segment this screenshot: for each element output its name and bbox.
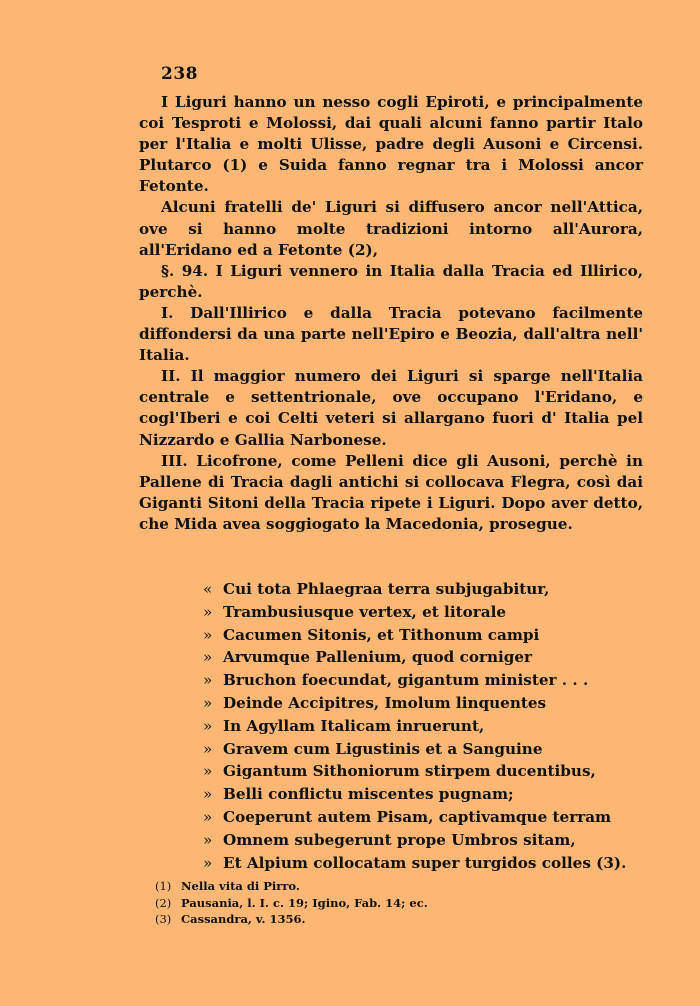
verse-text: Arvumque Pallenium, quod corniger <box>223 648 533 667</box>
quote-mark: « <box>203 580 213 598</box>
verse-text: Trambusiusque vertex, et litorale <box>223 602 507 621</box>
verse-text: In Agyllam Italicam inruerunt, <box>223 716 485 735</box>
verse-line <box>203 715 643 738</box>
verse-text: Belli conflictu miscentes pugnam; <box>223 785 514 804</box>
verse-text: Gravem cum Ligustinis et a Sanguine <box>223 739 543 758</box>
verse-line <box>203 852 643 875</box>
verse-text: Omnem subegerunt prope Umbros sitam, <box>223 830 576 849</box>
quote-mark: » <box>203 785 213 804</box>
quote-mark: » <box>203 648 213 667</box>
paragraph: §. 94. I Liguri vennero in Italia dalla Tracia ed Illirico, perchè. <box>139 261 643 301</box>
verse-line <box>203 601 643 624</box>
verse-line <box>203 624 643 647</box>
footnote-number: (1) <box>155 879 172 893</box>
footnote-text: Nella vita di Pirro. <box>181 879 300 893</box>
verse-line <box>203 669 643 692</box>
footnote <box>155 878 575 895</box>
quote-mark: » <box>203 762 213 781</box>
verse-line <box>203 646 643 669</box>
verse-text: Cacumen Sitonis, et Tithonum campi <box>223 625 540 644</box>
main-text <box>139 92 643 535</box>
verse-line <box>203 829 643 852</box>
footnote <box>155 911 575 928</box>
quote-mark: » <box>203 739 213 758</box>
verse-text: Coeperunt autem Pisam, captivamque terram <box>223 807 612 826</box>
verse-text: Bruchon foecundat, gigantum minister . . . <box>223 671 589 690</box>
quote-mark: » <box>203 807 213 826</box>
page-number: 238 <box>161 64 198 84</box>
verse-line <box>203 760 643 783</box>
footnote-text: Cassandra, v. 1356. <box>181 912 306 926</box>
quote-mark: » <box>203 830 213 849</box>
latin-verse-quotation <box>203 578 643 874</box>
paragraph: I. Dall'Illirico e dalla Tracia potevano facilmente diffondersi da una parte nell'Epiro e Beozia, dall'altra nell' Italia. <box>139 303 643 365</box>
verse-line <box>203 692 643 715</box>
quote-mark: » <box>203 716 213 735</box>
quote-mark: » <box>203 693 213 712</box>
quote-mark: » <box>203 853 213 872</box>
verse-line <box>203 806 643 829</box>
paragraph: Alcuni fratelli de' Liguri si diffusero ancor nell'Attica, ove si hanno molte tradizioni intorno all'Aurora, all'Eridano ed a Fetonte (2), <box>139 198 643 259</box>
quote-mark: » <box>203 625 213 644</box>
footnote-number: (3) <box>155 912 172 926</box>
footnote-number: (2) <box>155 895 172 910</box>
paragraph: III. Licofrone, come Pelleni dice gli Ausoni, perchè in Pallene di Tracia dagli antichi si collocava Flegra, così dai Giganti Sitoni della Tracia ripete i Liguri. Dopo aver detto, che Mida avea soggiogato la Macedonia, prosegue. <box>139 451 643 533</box>
quote-mark: » <box>203 671 213 690</box>
verse-text: Gigantum Sithoniorum stirpem ducentibus, <box>223 762 596 781</box>
quote-mark: » <box>203 602 213 621</box>
verse-line <box>203 783 643 806</box>
verse-text: Cui tota Phlaegraa terra subjugabitur, <box>223 580 550 598</box>
verse-text: Deinde Accipitres, Imolum linquentes <box>223 693 547 712</box>
footnote <box>155 895 575 912</box>
paragraph: I Liguri hanno un nesso cogli Epiroti, e principalmente coi Tesproti e Molossi, dai quali alcuni fanno partir Italo per l'Italia e molti Ulisse, padre degli Ausoni e Circensi. Plutarco (1) e Suida fanno regnar tra i Molossi ancor Fetonte. <box>139 93 643 196</box>
verse-text: Et Alpium collocatam super turgidos colles (3). <box>223 853 627 872</box>
footnote-text: Pausania, l. I. c. 19; Igino, Fab. 14; ec. <box>181 895 428 910</box>
paragraph: II. Il maggior numero dei Liguri si sparge nell'Italia centrale e settentrionale, ove occupano l'Eridano, e cogl'Iberi e coi Celti veteri si allargano fuori d' Italia pel Nizzardo e Gallia Narbonese. <box>139 367 643 449</box>
verse-line <box>203 578 643 601</box>
verse-line <box>203 738 643 761</box>
footnotes <box>155 878 575 928</box>
